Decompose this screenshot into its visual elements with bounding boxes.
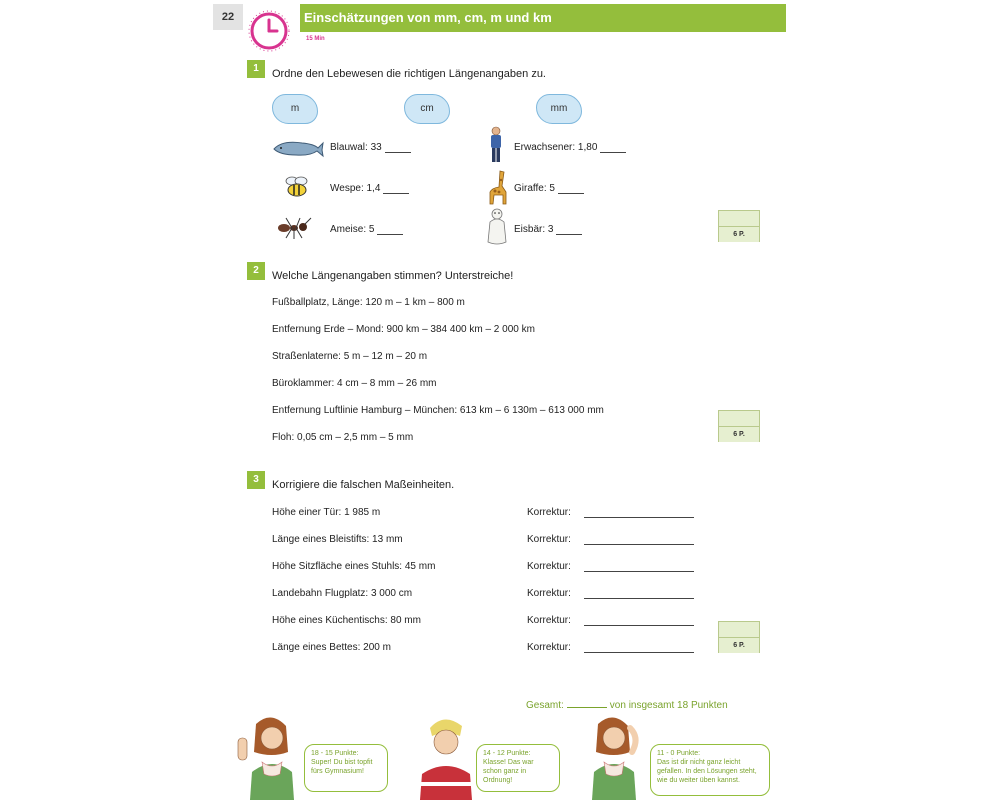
task-number: 2: [247, 262, 265, 280]
score-box[interactable]: [718, 621, 760, 653]
unit-cloud-mm: mm: [536, 94, 582, 124]
task3-item: Länge eines Bleistifts: 13 mm: [272, 534, 403, 545]
animal-item: Eisbär: 3: [514, 224, 582, 235]
adult-person-icon: [488, 126, 504, 164]
unit-cloud-cm: cm: [404, 94, 450, 124]
timer-label: 15 Min: [306, 36, 325, 42]
answer-blank[interactable]: [556, 224, 582, 235]
total-score-line: Gesamt: von insgesamt 18 Punkten: [526, 700, 728, 711]
task-instruction: Welche Längenangaben stimmen? Unterstreiche!: [272, 270, 514, 282]
task2-line: Floh: 0,05 cm – 2,5 mm – 5 mm: [272, 432, 414, 443]
task2-line: Entfernung Erde – Mond: 900 km – 384 400 km – 2 000 km: [272, 324, 535, 335]
animal-item: Erwachsener: 1,80: [514, 142, 626, 153]
correction-input[interactable]: [584, 624, 694, 626]
answer-blank[interactable]: [385, 142, 411, 153]
task3-item: Höhe eines Küchentischs: 80 mm: [272, 615, 421, 626]
giraffe-icon: [482, 168, 510, 206]
wasp-icon: [282, 174, 312, 200]
answer-blank[interactable]: [377, 224, 403, 235]
correction-label: Korrektur:: [527, 534, 571, 545]
correction-input[interactable]: [584, 651, 694, 653]
correction-input[interactable]: [584, 570, 694, 572]
answer-blank[interactable]: [383, 183, 409, 194]
correction-input[interactable]: [584, 516, 694, 518]
correction-input[interactable]: [584, 597, 694, 599]
whale-icon: [272, 138, 324, 160]
page-title: Einschätzungen von mm, cm, m und km: [304, 10, 552, 25]
correction-input[interactable]: [584, 543, 694, 545]
task2-line: Büroklammer: 4 cm – 8 mm – 26 mm: [272, 378, 437, 389]
task3-item: Länge eines Bettes: 200 m: [272, 642, 391, 653]
correction-label: Korrektur:: [527, 588, 571, 599]
girl-thumbs-up-icon: [236, 712, 306, 800]
task2-line: Entfernung Luftlinie Hamburg – München: 613 km – 6 130m – 613 000 mm: [272, 405, 604, 416]
points-label: 6 P.: [719, 427, 759, 442]
animal-item: Wespe: 1,4: [330, 183, 409, 194]
unit-cloud-m: m: [272, 94, 318, 124]
clock-icon: [248, 10, 290, 52]
feedback-bubble: 18 - 15 Punkte: Super! Du bist topfit fürs Gymnasium!: [304, 744, 388, 792]
animal-item: Giraffe: 5: [514, 183, 584, 194]
correction-label: Korrektur:: [527, 561, 571, 572]
animal-item: Ameise: 5: [330, 224, 403, 235]
answer-blank[interactable]: [558, 183, 584, 194]
task3-item: Höhe einer Tür: 1 985 m: [272, 507, 381, 518]
task-instruction: Korrigiere die falschen Maßeinheiten.: [272, 479, 455, 491]
feedback-bubble: 14 - 12 Punkte: Klasse! Das war schon ganz in Ordnung!: [476, 744, 560, 792]
polar-bear-icon: [484, 208, 510, 246]
score-box[interactable]: [718, 410, 760, 442]
task3-item: Höhe Sitzfläche eines Stuhls: 45 mm: [272, 561, 436, 572]
task-number: 3: [247, 471, 265, 489]
correction-label: Korrektur:: [527, 615, 571, 626]
animal-item: Blauwal: 33: [330, 142, 411, 153]
boy-icon: [410, 712, 480, 800]
girl-thinking-icon: [578, 712, 648, 800]
correction-label: Korrektur:: [527, 507, 571, 518]
page-number: 22: [213, 4, 243, 30]
ant-icon: [276, 216, 314, 242]
feedback-bubble: 11 - 0 Punkte: Das ist dir nicht ganz leicht gefallen. In den Lösungen steht, wie du weiter üben kannst.: [650, 744, 770, 796]
points-label: 6 P.: [719, 638, 759, 653]
task3-item: Landebahn Flugplatz: 3 000 cm: [272, 588, 413, 599]
task2-line: Straßenlaterne: 5 m – 12 m – 20 m: [272, 351, 428, 362]
score-box[interactable]: [718, 210, 760, 242]
correction-label: Korrektur:: [527, 642, 571, 653]
task2-line: Fußballplatz, Länge: 120 m – 1 km – 800 m: [272, 297, 465, 308]
task-instruction: Ordne den Lebewesen die richtigen Längenangaben zu.: [272, 68, 546, 80]
answer-blank[interactable]: [600, 142, 626, 153]
points-label: 6 P.: [719, 227, 759, 242]
total-score-input[interactable]: [567, 698, 607, 708]
task-number: 1: [247, 60, 265, 78]
